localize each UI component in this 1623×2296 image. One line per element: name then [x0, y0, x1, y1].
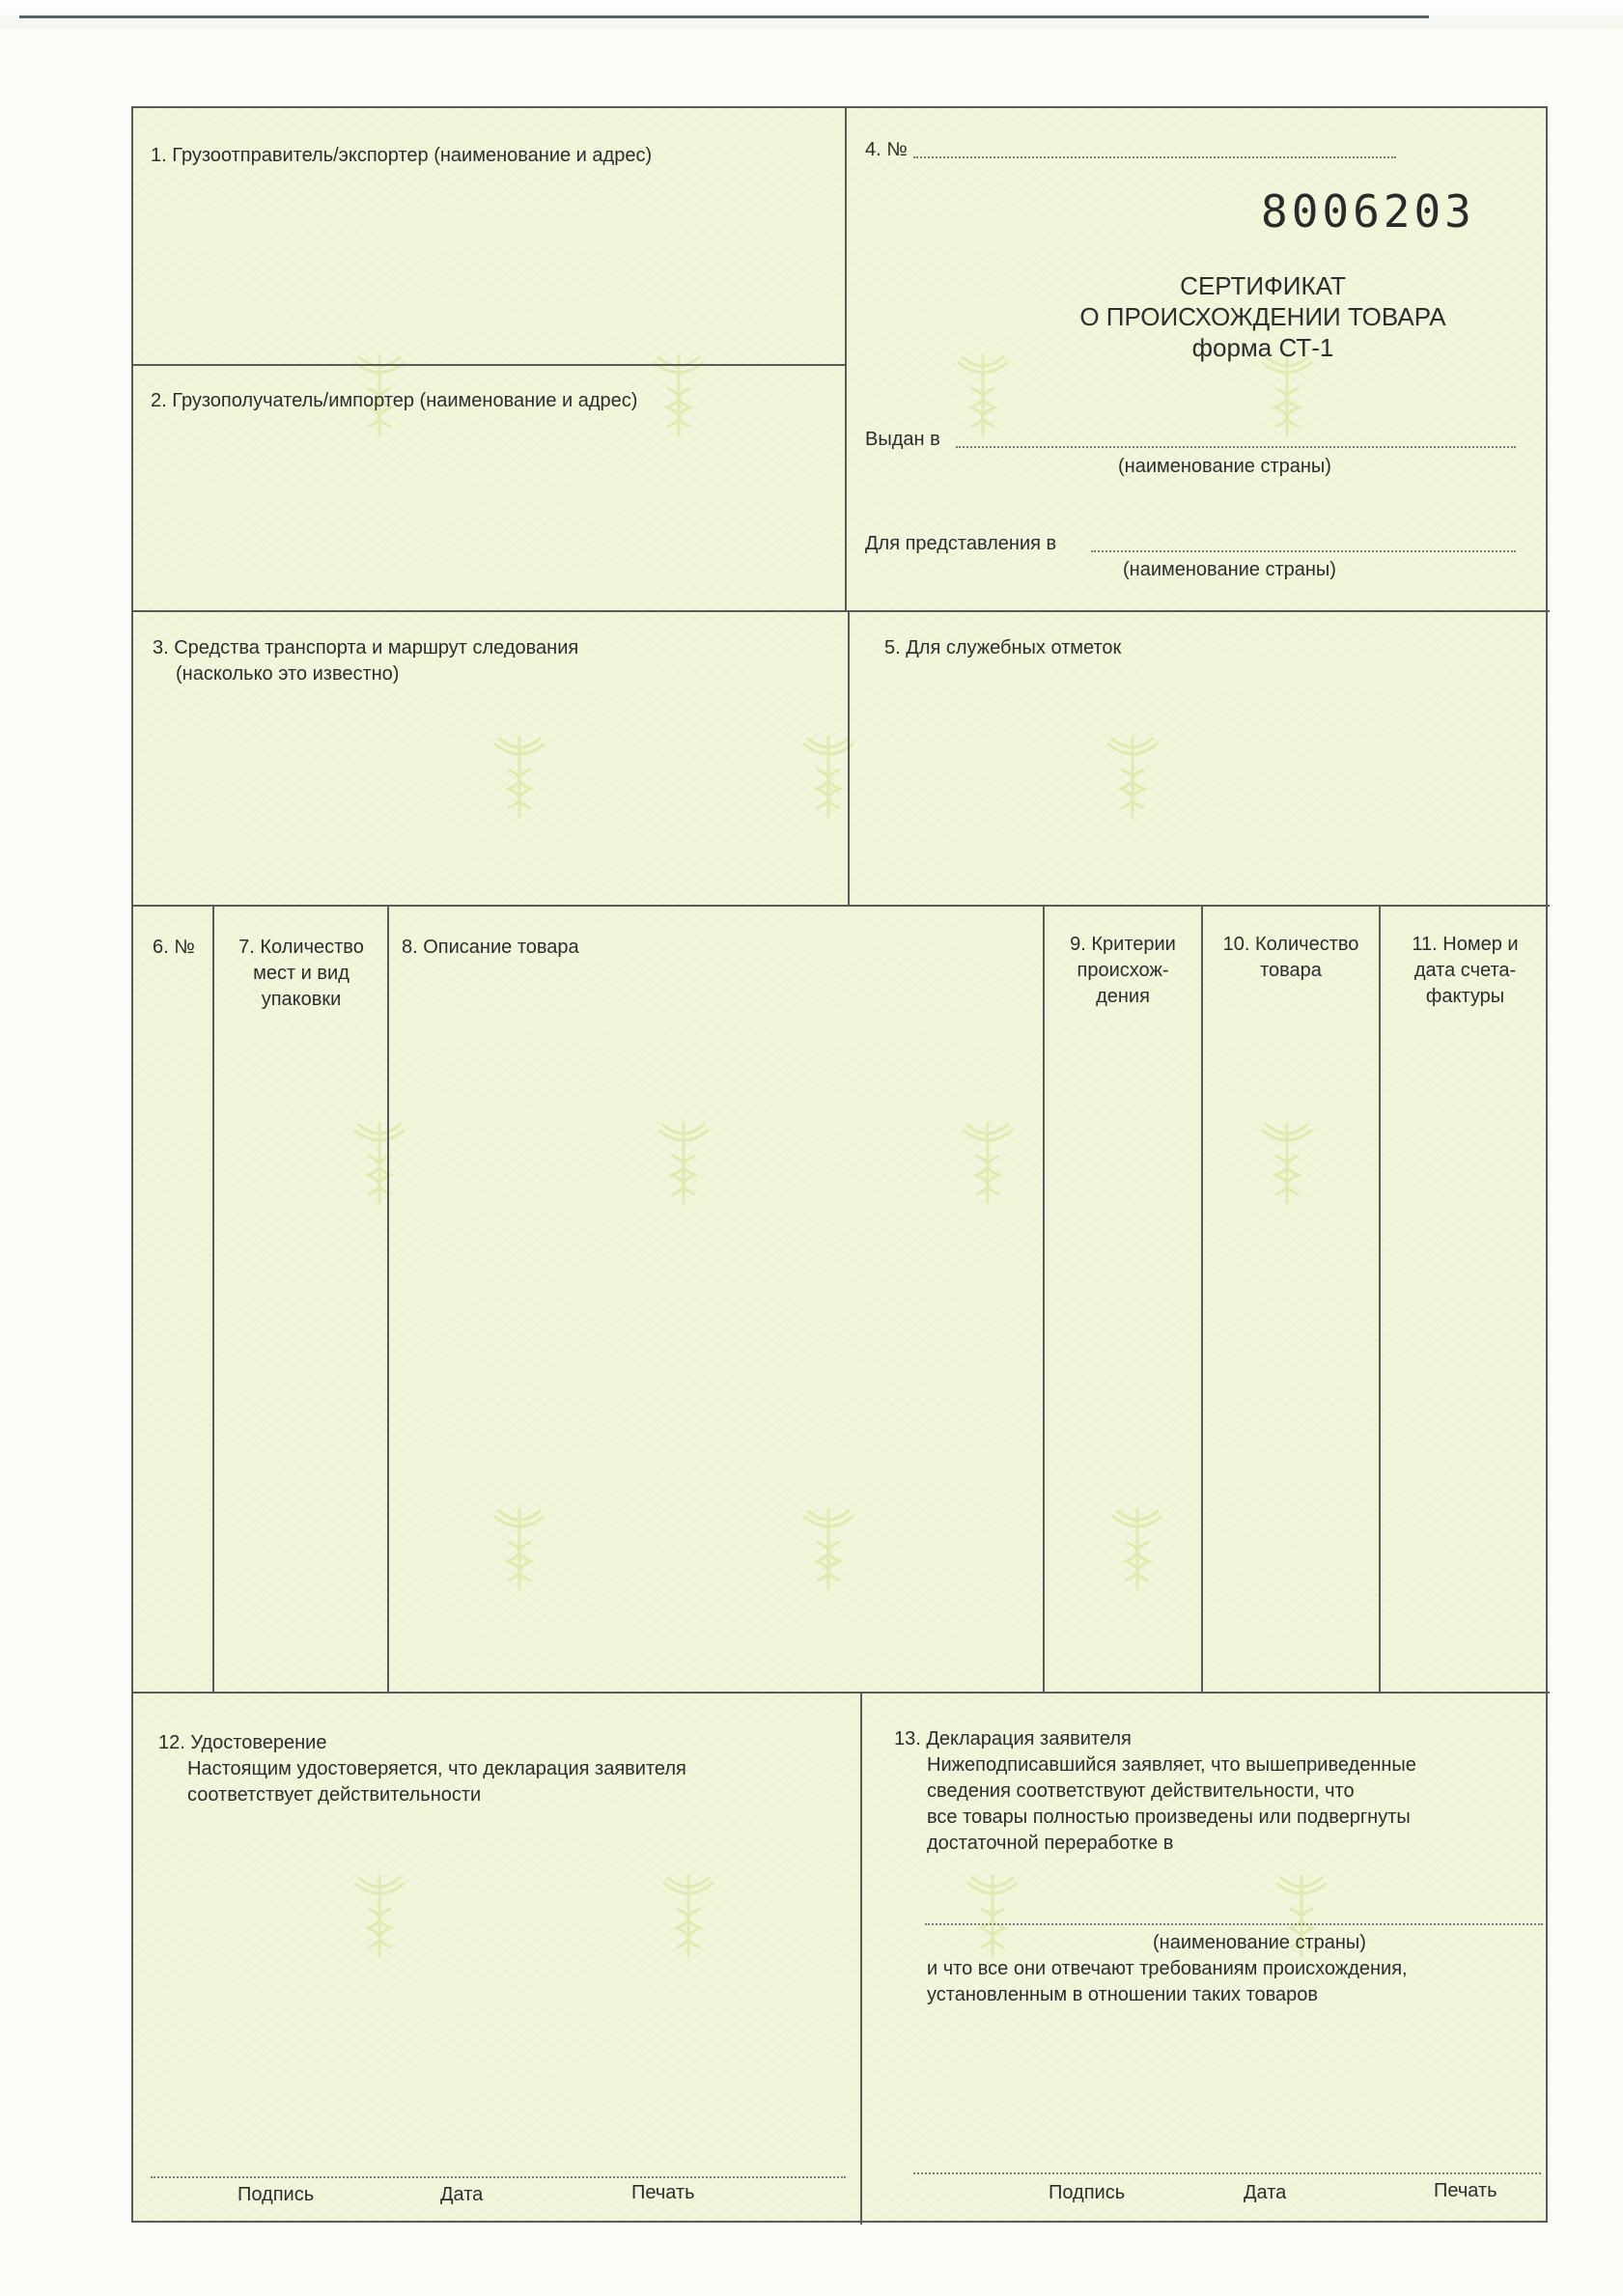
caduceus-watermark-icon — [490, 1498, 548, 1595]
issued-in-hint: (наименование страны) — [1118, 456, 1331, 477]
scan-top-edge — [0, 0, 1623, 29]
divider-row2-table — [133, 905, 1550, 907]
col-invoice-header-l1: 11. Номер и — [1412, 934, 1519, 955]
issued-in-label: Выдан в — [865, 429, 940, 450]
scan-top-line — [19, 15, 1429, 18]
caduceus-watermark-icon — [655, 1112, 713, 1209]
caduceus-watermark-icon — [650, 345, 708, 441]
col-origin-criteria-header-l2: происхож- — [1077, 960, 1169, 981]
transport-hint: (насколько это известно) — [176, 663, 400, 685]
caduceus-watermark-icon — [1108, 1498, 1166, 1595]
col-packages-header-l3: упаковки — [261, 989, 342, 1010]
official-marks-label: 5. Для служебных отметок — [884, 637, 1122, 658]
caduceus-watermark-icon — [1258, 1112, 1316, 1209]
certification-signature-line[interactable] — [151, 2176, 846, 2178]
for-presentation-label: Для представления в — [865, 533, 1057, 554]
divider-col6-col7 — [212, 905, 214, 1692]
divider-col9-col10 — [1201, 905, 1203, 1692]
declaration-signature-line[interactable] — [913, 2172, 1541, 2174]
declaration-text-l6: установленным в отношении таких товаров — [927, 1984, 1319, 2005]
declaration-date-label: Дата — [1244, 2182, 1287, 2203]
certificate-form — [131, 106, 1548, 2223]
declaration-seal-label: Печать — [1434, 2180, 1497, 2201]
consignee-label: 2. Грузополучатель/импортер (наименование и адрес) — [151, 390, 638, 411]
certificate-title-line2: О ПРОИСХОЖДЕНИИ ТОВАРА — [1079, 302, 1446, 331]
consignor-label: 1. Грузоотправитель/экспортер (наименование и адрес) — [151, 145, 653, 166]
certification-date-label: Дата — [440, 2184, 484, 2205]
for-presentation-hint: (наименование страны) — [1123, 559, 1336, 580]
col-packages-header-l2: мест и вид — [253, 963, 350, 984]
col-origin-criteria-header-l3: дения — [1096, 986, 1150, 1007]
declaration-country-hint: (наименование страны) — [1153, 1932, 1366, 1953]
caduceus-watermark-icon — [350, 1112, 408, 1209]
declaration-sign-label: Подпись — [1049, 2182, 1126, 2203]
col-invoice-header-l3: фактуры — [1425, 986, 1505, 1007]
certification-text-l2: соответствует действительности — [187, 1784, 482, 1806]
for-presentation-field[interactable] — [1091, 550, 1516, 552]
declaration-text-l5: и что все они отвечают требованиям происхождения, — [927, 1958, 1408, 1979]
certification-text-l1: Настоящим удостоверяется, что декларация заявителя — [187, 1758, 686, 1779]
caduceus-watermark-icon — [964, 1865, 1021, 1962]
col-invoice-header-l2: дата счета- — [1413, 960, 1517, 981]
certificate-form-type: форма СТ-1 — [1191, 333, 1334, 362]
certificate-number-label: 4. № — [865, 139, 908, 160]
caduceus-watermark-icon — [659, 1865, 717, 1962]
certification-sign-label: Подпись — [238, 2184, 315, 2205]
caduceus-watermark-icon — [490, 726, 548, 823]
divider-col7-col8 — [387, 905, 389, 1692]
caduceus-watermark-icon — [350, 1865, 408, 1962]
divider-row1-row2 — [133, 610, 1550, 612]
declaration-text-l4: достаточной переработке в — [927, 1833, 1174, 1854]
declaration-text-l1: Нижеподписавшийся заявляет, что вышеприведенные — [927, 1754, 1416, 1776]
caduceus-watermark-icon — [1104, 726, 1161, 823]
caduceus-watermark-icon — [799, 1498, 857, 1595]
certificate-number-dotted-line — [913, 156, 1396, 158]
divider-box3-box5 — [848, 610, 850, 905]
certification-seal-label: Печать — [631, 2182, 695, 2203]
issued-in-field[interactable] — [956, 446, 1516, 448]
col-quantity-header-l2: товара — [1260, 960, 1322, 981]
col-quantity-header-l1: 10. Количество — [1222, 934, 1359, 955]
col-packages-header-l1: 7. Количество — [238, 937, 364, 958]
col-number-header: 6. № — [153, 937, 195, 958]
declaration-text-l2: сведения соответствуют действительности, что — [927, 1780, 1355, 1802]
declaration-country-field[interactable] — [925, 1923, 1543, 1925]
divider-col8-col9 — [1043, 905, 1045, 1692]
caduceus-watermark-icon — [959, 1112, 1017, 1209]
col-description-header: 8. Описание товара — [402, 937, 579, 958]
divider-col10-col11 — [1379, 905, 1381, 1692]
col-origin-criteria-header-l1: 9. Критерии — [1070, 934, 1176, 955]
certificate-serial-number: 8006203 — [1261, 185, 1475, 238]
divider-box1-box2 — [133, 364, 845, 366]
declaration-heading: 13. Декларация заявителя — [894, 1728, 1132, 1750]
divider-box12-box13 — [860, 1692, 862, 2225]
divider-table-bottom — [133, 1692, 1550, 1694]
declaration-text-l3: все товары полностью произведены или подвергнуты — [927, 1806, 1411, 1828]
certificate-title-line1: СЕРТИФИКАТ — [1180, 271, 1346, 300]
transport-label: 3. Средства транспорта и маршрут следования — [153, 637, 579, 658]
divider-top-vertical — [845, 108, 847, 610]
certification-heading: 12. Удостоверение — [158, 1732, 327, 1753]
